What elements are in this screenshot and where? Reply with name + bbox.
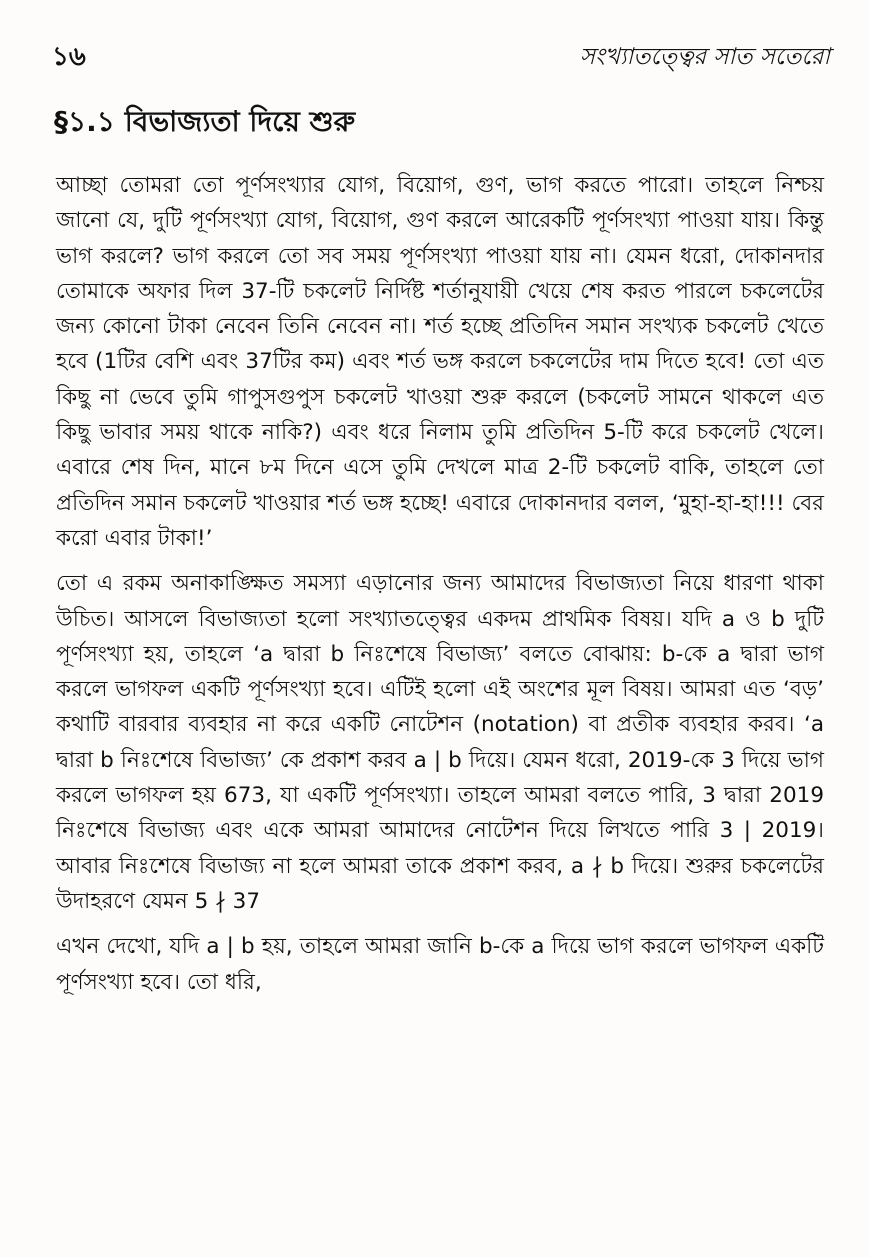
body-text bbox=[56, 168, 824, 1010]
section-title: §১.১ বিভাজ্যতা দিয়ে শুরু bbox=[54, 105, 356, 138]
paragraph-chocolate-offer: আচ্ছা তোমরা তো পূর্ণসংখ্যার যোগ, বিয়োগ, গুণ, ভাগ করতে পারো। তাহলে নিশ্চয় জানো যে, দুটি পূর্ণসংখ্যা যোগ, বিয়োগ, গুণ করলে আরেকটি পূর্ণসংখ্যা পাওয়া যায়। কিন্তু ভাগ করলে? ভাগ করলে তো সব সময় পূর্ণসংখ্যা পাওয়া যায় না। যেমন ধরো, দোকানদার তোমাকে অফার দিল 37-টি চকলেট নির্দিষ্ট শর্তানুযায়ী খেয়ে শেষ করত পারলে চকলেটের জন্য কোনো টাকা নেবেন তিনি নেবেন না। শর্ত হচ্ছে প্রতিদিন সমান সংখ্যক চকলেট খেতে হবে (1টির বেশি এবং 37টির কম) এবং শর্ত ভঙ্গ করলে চকলেটের দাম দিতে হবে! তো এত কিছু না ভেবে তুমি গাপুসগুপুস চকলেট খাওয়া শুরু করলে (চকলেট সামনে থাকলে এত কিছু ভাবার সময় থাকে নাকি?) এবং ধরে নিলাম তুমি প্রতিদিন 5-টি করে চকলেট খেলে। এবারে শেষ দিন, মানে ৮ম দিনে এসে তুমি দেখলে মাত্র 2-টি চকলেট বাকি, তাহলে তো প্রতিদিন সমান চকলেট খাওয়ার শর্ত ভঙ্গ হচ্ছে! এবারে দোকানদার বলল, ‘মুহা-হা-হা!!! বের করো এবার টাকা!’ bbox=[56, 173, 824, 551]
running-title: সংখ্যাতত্ত্বের সাত সতেরো bbox=[579, 44, 830, 70]
page-number: ১৬ bbox=[52, 42, 86, 72]
paragraph-quotient-intro: এখন দেখো, যদি a | b হয়, তাহলে আমরা জানি b-কে a দিয়ে ভাগ করলে ভাগফল একটি পূর্ণসংখ্যা হবে। তো ধরি, bbox=[56, 934, 824, 995]
page-header bbox=[52, 36, 830, 72]
paragraph-divisibility-definition: তো এ রকম অনাকাঙ্ক্ষিত সমস্যা এড়ানোর জন্য আমাদের বিভাজ্যতা নিয়ে ধারণা থাকা উচিত। আসলে বিভাজ্যতা হলো সংখ্যাতত্ত্বের একদম প্রাথমিক বিষয়। যদি a ও b দুটি পূর্ণসংখ্যা হয়, তাহলে ‘a দ্বারা b নিঃশেষে বিভাজ্য’ বলতে বোঝায়: b-কে a দ্বারা ভাগ করলে ভাগফল একটি পূর্ণসংখ্যা হবে। এটিই হলো এই অংশের মূল বিষয়। আমরা এত ‘বড়’ কথাটি বারবার ব্যবহার না করে একটি নোটেশন (notation) বা প্রতীক ব্যবহার করব। ‘a দ্বারা b নিঃশেষে বিভাজ্য’ কে প্রকাশ করব a | b দিয়ে। যেমন ধরো, 2019-কে 3 দিয়ে ভাগ করলে ভাগফল হয় 673, যা একটি পূর্ণসংখ্যা। তাহলে আমরা বলতে পারি, 3 দ্বারা 2019 নিঃশেষে বিভাজ্য এবং একে আমরা আমাদের নোটেশন দিয়ে লিখতে পারি 3 | 2019। আবার নিঃশেষে বিভাজ্য না হলে আমরা তাকে প্রকাশ করব, a ∤ b দিয়ে। শুরুর চকলেটের উদাহরণে যেমন 5 ∤ 37 bbox=[56, 571, 824, 914]
